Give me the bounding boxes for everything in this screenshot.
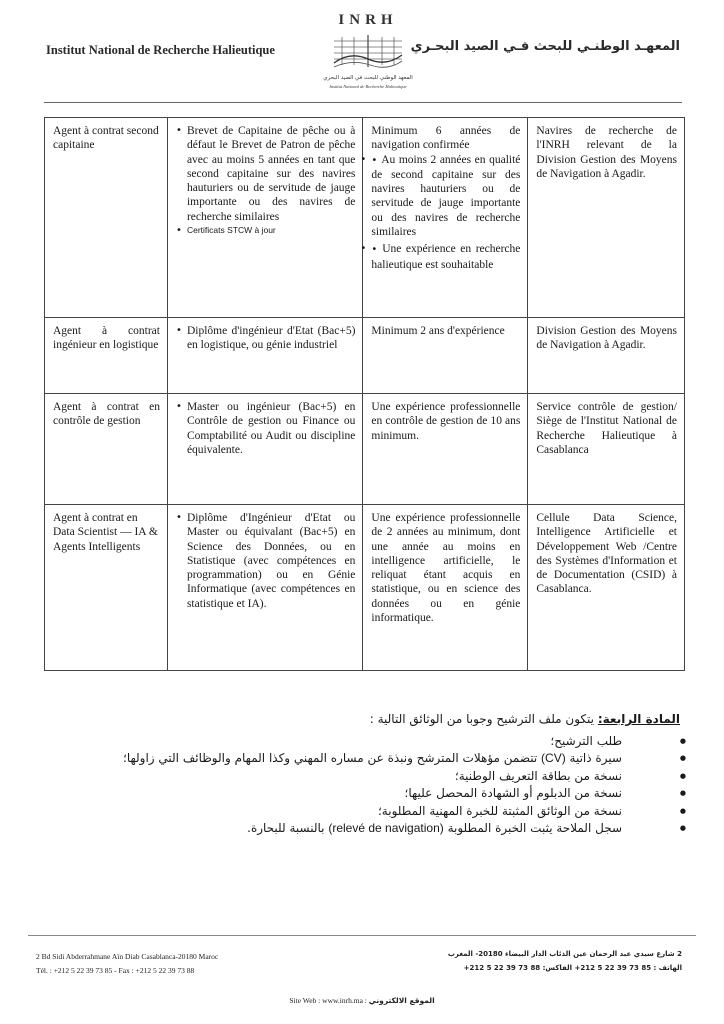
cell-poste [45, 394, 168, 505]
affectation-label: Division Gestion des Moyens de Navigation à Agadir. [536, 325, 677, 352]
article-title: المادة الرابعة: [597, 712, 680, 726]
affectation-label: Cellule Data Science, Intelligence Artificielle et Développement Web /Centre des Systèmes d'Information et de Documentation (CSID) à Casablanca. [536, 512, 677, 596]
poste-label: Agent à contrat en Data Scientist — IA & Agents Intelligents [53, 512, 158, 553]
institute-name-ar: المعهـد الوطنـي للبحث فـي الصيد البحـري [410, 39, 680, 54]
list-item: سيرة ذاتية (CV) تتضمن مؤهلات المترشح ونبذة عن مساره المهني وكذا المهام والوظائف التي زاولها؛ ● [120, 750, 622, 768]
header-divider [44, 102, 682, 103]
cell-experience [363, 118, 528, 318]
cell-diplome [167, 394, 362, 505]
diplome-item: • Diplôme d'Ingénieur d'Etat ou Master ou équivalant (Bac+5) en Science des Données, ou en Statistique (avec compétences en programmation) ou en Génie Informatique (avec compétences en statistique et IA). [187, 511, 355, 611]
affectation-label: Navires de recherche de l'INRH relevant de la Division Gestion des Moyens de Navigation à Agadir. [536, 125, 677, 180]
cell-diplome [167, 505, 362, 671]
cell-affectation [528, 318, 685, 394]
table-row [45, 118, 685, 318]
cell-experience [363, 505, 528, 671]
diplome-item: • Master ou ingénieur (Bac+5) en Contrôle de gestion ou Finance ou Comptabilité ou Audit ou discipline équivalente. [187, 400, 355, 457]
footer-address-ar: 2 شارع سيدي عبد الرحمان عين الذئاب الدار البيضاء 20180- المغرب [447, 950, 682, 958]
logo-emblem-icon [330, 33, 406, 73]
poste-label: Agent à contrat second capitaine [53, 125, 159, 152]
footer-website [0, 996, 724, 1005]
cell-affectation [528, 505, 685, 671]
cell-poste [45, 505, 168, 671]
logo-text: INRH [338, 12, 398, 28]
cell-experience [363, 394, 528, 505]
cell-experience [363, 318, 528, 394]
experience-item: • • Au moins 2 années en qualité de second capitaine sur des navires hauturiers ou de servitude de jauge importante ou des navires de recherche similaires [371, 153, 520, 240]
poste-label: Agent à contrat en contrôle de gestion [53, 401, 160, 428]
experience-intro: Minimum 6 années de navigation confirmée [371, 125, 521, 152]
experience-intro: Une expérience professionnelle de 2 années au minimum, dont une année au moins en intelligence artificielle, le reliquat étant acquis en statistique, ou en science des données ou en génie informatique. [371, 512, 521, 625]
article-four [120, 711, 680, 838]
list-item: سجل الملاحة يثبت الخبرة المطلوبة (relevé de navigation) بالنسبة للبحارة. ● [120, 820, 622, 838]
inrh-logo [322, 12, 414, 92]
footer-phone-fr: Tél. : +212 5 22 39 73 85 - Fax : +212 5 22 39 73 88 [36, 966, 195, 975]
institute-name-fr: Institut National de Recherche Halieutique [46, 43, 275, 57]
list-item: نسخة من الوثائق المثبتة للخبرة المهنية المطلوبة؛ ● [120, 803, 622, 821]
experience-intro: Minimum 2 ans d'expérience [371, 325, 505, 337]
list-item: نسخة من الدبلوم أو الشهادة المحصل عليها؛ ● [120, 785, 622, 803]
affectation-label: Service contrôle de gestion/ Siège de l'Institut National de Recherche Halieutique à Casablanca [536, 401, 677, 456]
diplome-small-item: • Certificats STCW à jour [187, 224, 355, 237]
footer-divider [28, 935, 696, 936]
table-row [45, 318, 685, 394]
cell-diplome [167, 118, 362, 318]
cell-poste [45, 318, 168, 394]
cell-diplome [167, 318, 362, 394]
experience-item: • • Une expérience en recherche halieutique est souhaitable [371, 242, 520, 272]
positions-table [44, 117, 685, 671]
documents-list [120, 733, 680, 838]
poste-label: Agent à contrat ingénieur en logistique [53, 325, 160, 352]
footer-address-fr: 2 Bd Sidi Abderrahmane Aïn Diab Casablanca-20180 Maroc [36, 952, 219, 961]
logo-caption-fr: Institut National de Recherche Halieutique [329, 84, 407, 89]
cell-poste [45, 118, 168, 318]
logo-caption-ar: المعهد الوطني للبحث في الصيد البحري [323, 75, 413, 81]
list-item: طلب الترشيح؛ ● [120, 733, 622, 751]
diplome-item: • Diplôme d'ingénieur d'Etat (Bac+5) en logistique, ou génie industriel [187, 324, 355, 353]
footer-phone-ar: الهاتف : 85 73 39 22 5 212+ الفاكس: 88 73 39 22 5 212+ [463, 964, 682, 972]
table-row [45, 505, 685, 671]
cell-affectation [528, 118, 685, 318]
experience-intro: Une expérience professionnelle en contrôle de gestion de 10 ans minimum. [371, 401, 521, 442]
footer-website-ar: الموقع الالكتروني [368, 996, 435, 1005]
article-heading [120, 711, 680, 729]
article-intro: يتكون ملف الترشيح وجوبا من الوثائق التالية : [369, 712, 598, 726]
footer-website-fr: Site Web : www.inrh.ma : [289, 996, 369, 1005]
list-item: نسخة من بطاقة التعريف الوطنية؛ ● [120, 768, 622, 786]
cell-affectation [528, 394, 685, 505]
table-row [45, 394, 685, 505]
diplome-item: • Brevet de Capitaine de pêche ou à défaut le Brevet de Patron de pêche avec au moins 5 années en tant que second capitaine sur des navires hauturiers ou de servitude de jauge importante ou des navires de recherche similaires [187, 124, 355, 224]
